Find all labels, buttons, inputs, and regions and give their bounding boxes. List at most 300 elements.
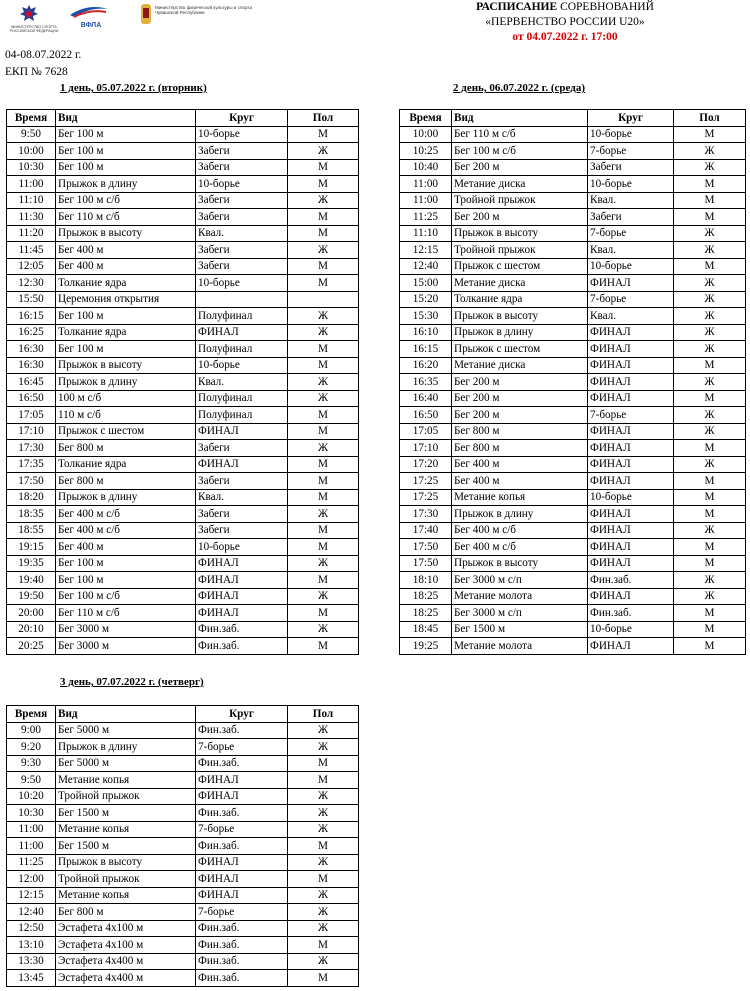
sex-cell: Ж (288, 722, 359, 739)
event-cell: Бег 800 м (452, 423, 588, 440)
table-row (7, 805, 359, 822)
round-cell: Фин.заб. (196, 838, 288, 855)
time-cell: 10:40 (400, 159, 452, 176)
table-row (400, 225, 746, 242)
table-header-row (400, 110, 746, 127)
round-cell: Квал. (196, 374, 288, 391)
round-cell: Фин.заб. (196, 920, 288, 937)
time-cell: 16:40 (400, 390, 452, 407)
time-cell: 16:35 (400, 374, 452, 391)
round-cell: Квал. (588, 242, 674, 259)
time-cell: 12:00 (7, 871, 56, 888)
event-cell: Метание диска (452, 176, 588, 193)
table-row (400, 143, 746, 160)
time-cell: 16:30 (7, 341, 56, 358)
time-cell: 11:00 (7, 176, 56, 193)
table-row (7, 126, 359, 143)
round-cell: Квал. (196, 489, 288, 506)
event-cell: Бег 100 м (56, 341, 196, 358)
event-cell: Бег 800 м (56, 440, 196, 457)
col-event-header: Вид (56, 706, 196, 723)
table-row (400, 539, 746, 556)
time-cell: 20:25 (7, 638, 56, 655)
table-row (7, 324, 359, 341)
sex-cell: М (674, 621, 746, 638)
time-cell: 16:15 (400, 341, 452, 358)
sex-cell: М (288, 159, 359, 176)
table-row (400, 242, 746, 259)
round-cell: ФИНАЛ (588, 423, 674, 440)
event-cell: Эстафета 4х100 м (56, 937, 196, 954)
time-cell: 9:50 (7, 126, 56, 143)
time-cell: 10:00 (400, 126, 452, 143)
round-cell: ФИНАЛ (196, 456, 288, 473)
event-cell: Бег 3000 м с/п (452, 605, 588, 622)
event-cell: Прыжок в длину (56, 739, 196, 756)
event-cell: Бег 200 м (452, 209, 588, 226)
sex-cell: Ж (288, 887, 359, 904)
event-cell: Бег 110 м с/б (56, 209, 196, 226)
event-cell: Бег 100 м с/б (56, 192, 196, 209)
time-cell: 18:55 (7, 522, 56, 539)
time-cell: 11:10 (7, 192, 56, 209)
sex-cell: Ж (288, 192, 359, 209)
round-cell: 7-борье (196, 821, 288, 838)
round-cell: Фин.заб. (588, 572, 674, 589)
col-round-header: Круг (196, 110, 288, 127)
day2-heading: 2 день, 06.07.2022 г. (среда) (453, 82, 585, 94)
table-row (7, 357, 359, 374)
table-row (7, 489, 359, 506)
sex-cell: М (288, 838, 359, 855)
table-row (400, 506, 746, 523)
time-cell: 11:00 (400, 192, 452, 209)
round-cell: 10-борье (588, 489, 674, 506)
event-cell: Бег 200 м (452, 390, 588, 407)
round-cell: ФИНАЛ (588, 324, 674, 341)
event-cell: Бег 200 м (452, 407, 588, 424)
event-cell: Метание молота (452, 638, 588, 655)
round-cell: 10-борье (588, 126, 674, 143)
sex-cell: Ж (288, 555, 359, 572)
sex-cell: М (674, 357, 746, 374)
event-cell: Метание копья (56, 887, 196, 904)
sex-cell: М (288, 871, 359, 888)
time-cell: 17:35 (7, 456, 56, 473)
table-row (400, 341, 746, 358)
sex-cell: М (288, 423, 359, 440)
time-cell: 19:15 (7, 539, 56, 556)
round-cell: Квал. (588, 308, 674, 325)
event-cell: Бег 100 м (56, 308, 196, 325)
sex-cell: М (288, 258, 359, 275)
round-cell: ФИНАЛ (196, 871, 288, 888)
col-round-header: Круг (196, 706, 288, 723)
table-row (7, 937, 359, 954)
sex-cell: М (674, 258, 746, 275)
event-cell: Бег 110 м с/б (56, 605, 196, 622)
sex-cell: М (288, 209, 359, 226)
sex-cell: М (288, 225, 359, 242)
event-cell: Прыжок в длину (452, 506, 588, 523)
time-cell: 12:40 (400, 258, 452, 275)
time-cell: 9:50 (7, 772, 56, 789)
event-cell: Прыжок в высоту (56, 225, 196, 242)
table-header-row (7, 706, 359, 723)
table-row (400, 291, 746, 308)
time-cell: 11:00 (400, 176, 452, 193)
table-row (400, 324, 746, 341)
sex-cell: Ж (674, 275, 746, 292)
table-row (400, 176, 746, 193)
competition-dates: 04-08.07.2022 г. (5, 49, 82, 61)
day3-schedule-table (6, 705, 359, 987)
time-cell: 19:40 (7, 572, 56, 589)
event-cell: Прыжок с шестом (452, 341, 588, 358)
table-row (400, 572, 746, 589)
time-cell: 18:10 (400, 572, 452, 589)
time-cell: 12:15 (400, 242, 452, 259)
event-cell: Толкание ядра (56, 275, 196, 292)
sex-cell: М (288, 755, 359, 772)
sex-cell: Ж (288, 506, 359, 523)
sex-cell: М (288, 970, 359, 987)
sex-cell: Ж (288, 904, 359, 921)
time-cell: 17:50 (7, 473, 56, 490)
sex-cell: Ж (674, 159, 746, 176)
event-cell: Бег 3000 м (56, 621, 196, 638)
time-cell: 11:25 (400, 209, 452, 226)
round-cell: Фин.заб. (196, 638, 288, 655)
table-row (400, 522, 746, 539)
time-cell: 16:50 (7, 390, 56, 407)
round-cell: Фин.заб. (196, 970, 288, 987)
round-cell: 10-борье (588, 258, 674, 275)
round-cell: ФИНАЛ (588, 374, 674, 391)
event-cell: Бег 1500 м (56, 838, 196, 855)
table-row (400, 621, 746, 638)
round-cell: ФИНАЛ (196, 588, 288, 605)
time-cell: 9:00 (7, 722, 56, 739)
table-row (7, 739, 359, 756)
table-row (400, 588, 746, 605)
time-cell: 15:30 (400, 308, 452, 325)
table-row (7, 275, 359, 292)
sex-cell: М (674, 539, 746, 556)
time-cell: 9:30 (7, 755, 56, 772)
round-cell: 7-борье (196, 904, 288, 921)
col-sex-header: Пол (288, 706, 359, 723)
round-cell: 10-борье (196, 126, 288, 143)
table-row (400, 638, 746, 655)
event-cell: Прыжок в высоту (56, 854, 196, 871)
sex-cell: Ж (288, 143, 359, 160)
event-cell: Бег 100 м (56, 159, 196, 176)
round-cell: Забеги (196, 473, 288, 490)
table-row (7, 423, 359, 440)
round-cell: Забеги (196, 242, 288, 259)
round-cell: ФИНАЛ (196, 887, 288, 904)
sex-cell: Ж (674, 522, 746, 539)
time-cell: 16:20 (400, 357, 452, 374)
table-row (7, 821, 359, 838)
table-row (7, 258, 359, 275)
sex-cell: Ж (674, 588, 746, 605)
event-cell: Прыжок с шестом (452, 258, 588, 275)
table-row (7, 722, 359, 739)
logos: МИНИСТЕРСТВО СПОРТА РОССИЙСКОЙ ФЕДЕРАЦИИ ВФЛА Министерство физической культуры и спорта Чувашской Республики (6, 3, 306, 39)
table-row (7, 374, 359, 391)
table-row (400, 407, 746, 424)
table-row (400, 390, 746, 407)
time-cell: 10:20 (7, 788, 56, 805)
sex-cell: Ж (288, 440, 359, 457)
sex-cell: М (674, 176, 746, 193)
table-row (7, 522, 359, 539)
time-cell: 11:00 (7, 838, 56, 855)
event-cell: Толкание ядра (452, 291, 588, 308)
table-row (400, 126, 746, 143)
time-cell: 11:00 (7, 821, 56, 838)
round-cell: Полуфинал (196, 308, 288, 325)
sex-cell: Ж (288, 821, 359, 838)
round-cell: ФИНАЛ (588, 555, 674, 572)
time-cell: 15:00 (400, 275, 452, 292)
round-cell: 10-борье (196, 539, 288, 556)
time-cell: 18:25 (400, 605, 452, 622)
sex-cell: М (674, 506, 746, 523)
round-cell: ФИНАЛ (588, 440, 674, 457)
round-cell: 10-борье (588, 621, 674, 638)
event-cell: Метание молота (452, 588, 588, 605)
sex-cell: Ж (288, 920, 359, 937)
time-cell: 17:20 (400, 456, 452, 473)
time-cell: 18:45 (400, 621, 452, 638)
table-row (7, 225, 359, 242)
sex-cell: Ж (288, 805, 359, 822)
table-row (7, 953, 359, 970)
col-time-header: Время (7, 706, 56, 723)
sex-cell: Ж (288, 324, 359, 341)
event-cell: Прыжок в длину (56, 176, 196, 193)
time-cell: 18:35 (7, 506, 56, 523)
day2-schedule-table (399, 109, 746, 655)
round-cell: 7-борье (196, 739, 288, 756)
table-row (7, 772, 359, 789)
time-cell: 17:05 (400, 423, 452, 440)
sex-cell: Ж (288, 242, 359, 259)
time-cell: 9:20 (7, 739, 56, 756)
chuvash-emblem-icon (140, 3, 152, 25)
event-cell: Тройной прыжок (56, 788, 196, 805)
table-row (7, 638, 359, 655)
event-cell: Метание диска (452, 357, 588, 374)
time-cell: 18:25 (400, 588, 452, 605)
time-cell: 11:10 (400, 225, 452, 242)
table-row (7, 506, 359, 523)
table-row (7, 572, 359, 589)
table-row (7, 788, 359, 805)
sex-cell: Ж (674, 143, 746, 160)
event-cell: Тройной прыжок (452, 242, 588, 259)
round-cell: ФИНАЛ (588, 456, 674, 473)
round-cell: Фин.заб. (196, 755, 288, 772)
round-cell: Полуфинал (196, 407, 288, 424)
event-cell: Бег 1500 м (56, 805, 196, 822)
event-cell: Метание копья (56, 821, 196, 838)
event-cell: Церемония открытия (56, 291, 196, 308)
event-cell: Прыжок с шестом (56, 423, 196, 440)
table-row (7, 871, 359, 888)
sex-cell: М (288, 357, 359, 374)
sex-cell: М (288, 275, 359, 292)
table-row (400, 308, 746, 325)
sex-cell: Ж (674, 456, 746, 473)
time-cell: 12:40 (7, 904, 56, 921)
round-cell: Забеги (196, 440, 288, 457)
as-of-date: от 04.07.2022 г. 17:00 (512, 31, 618, 43)
sex-cell: М (288, 605, 359, 622)
round-cell: ФИНАЛ (196, 854, 288, 871)
round-cell: ФИНАЛ (588, 638, 674, 655)
round-cell: Полуфинал (196, 341, 288, 358)
sex-cell: Ж (288, 390, 359, 407)
table-row (400, 374, 746, 391)
event-cell: Бег 200 м (452, 374, 588, 391)
event-cell: Прыжок в высоту (452, 225, 588, 242)
round-cell: Полуфинал (196, 390, 288, 407)
time-cell: 19:50 (7, 588, 56, 605)
sex-cell: Ж (674, 572, 746, 589)
time-cell: 10:25 (400, 143, 452, 160)
round-cell: ФИНАЛ (588, 390, 674, 407)
table-row (7, 970, 359, 987)
round-cell: Забеги (196, 209, 288, 226)
event-cell: Бег 3000 м с/п (452, 572, 588, 589)
round-cell: 10-борье (588, 176, 674, 193)
event-cell: 110 м с/б (56, 407, 196, 424)
sex-cell: М (674, 390, 746, 407)
table-row (400, 423, 746, 440)
sex-cell: Ж (288, 588, 359, 605)
time-cell: 10:30 (7, 159, 56, 176)
table-row (400, 258, 746, 275)
time-cell: 11:25 (7, 854, 56, 871)
table-row (7, 588, 359, 605)
time-cell: 17:30 (7, 440, 56, 457)
event-cell: Прыжок в длину (452, 324, 588, 341)
vfla-logo: ВФЛА (68, 3, 114, 29)
round-cell: 7-борье (588, 291, 674, 308)
time-cell: 13:30 (7, 953, 56, 970)
table-row (7, 143, 359, 160)
time-cell: 19:35 (7, 555, 56, 572)
table-row (400, 192, 746, 209)
time-cell: 19:25 (400, 638, 452, 655)
time-cell: 17:30 (400, 506, 452, 523)
table-row (7, 308, 359, 325)
table-row (400, 489, 746, 506)
sex-cell: М (674, 473, 746, 490)
event-cell: Бег 400 м с/б (56, 506, 196, 523)
round-cell: 10-борье (196, 357, 288, 374)
event-cell: Бег 400 м (56, 258, 196, 275)
sex-cell: Ж (674, 291, 746, 308)
event-name: «ПЕРВЕНСТВО РОССИИ U20» (485, 16, 645, 28)
round-cell: Забеги (196, 522, 288, 539)
sex-cell: Ж (674, 308, 746, 325)
event-cell: Тройной прыжок (452, 192, 588, 209)
sex-cell: Ж (674, 407, 746, 424)
col-event-header: Вид (56, 110, 196, 127)
table-row (400, 440, 746, 457)
sex-cell: Ж (674, 374, 746, 391)
round-cell: 7-борье (588, 225, 674, 242)
round-cell: Забеги (588, 209, 674, 226)
sex-cell: Ж (288, 739, 359, 756)
round-cell: ФИНАЛ (588, 506, 674, 523)
col-event-header: Вид (452, 110, 588, 127)
time-cell: 11:45 (7, 242, 56, 259)
event-cell: Метание копья (56, 772, 196, 789)
table-row (7, 176, 359, 193)
time-cell: 17:50 (400, 539, 452, 556)
vfla-swoosh-icon (68, 3, 110, 19)
event-cell: Толкание ядра (56, 456, 196, 473)
sex-cell: Ж (288, 788, 359, 805)
event-cell: Бег 800 м (56, 473, 196, 490)
table-row (400, 275, 746, 292)
event-cell: Бег 100 м (56, 143, 196, 160)
table-row (7, 242, 359, 259)
round-cell (196, 291, 288, 308)
round-cell: ФИНАЛ (588, 522, 674, 539)
time-cell: 10:00 (7, 143, 56, 160)
table-row (400, 456, 746, 473)
sex-cell: М (288, 473, 359, 490)
time-cell: 17:25 (400, 489, 452, 506)
sex-cell: Ж (288, 374, 359, 391)
sex-cell: М (288, 489, 359, 506)
event-cell: Прыжок в высоту (452, 555, 588, 572)
time-cell: 11:20 (7, 225, 56, 242)
round-cell: Фин.заб. (196, 621, 288, 638)
time-cell: 16:15 (7, 308, 56, 325)
time-cell: 16:50 (400, 407, 452, 424)
time-cell: 12:15 (7, 887, 56, 904)
round-cell: Забеги (196, 159, 288, 176)
event-cell: Бег 3000 м (56, 638, 196, 655)
event-cell: Тройной прыжок (56, 871, 196, 888)
time-cell: 17:40 (400, 522, 452, 539)
event-cell: Прыжок в высоту (452, 308, 588, 325)
round-cell: Забеги (196, 258, 288, 275)
table-row (7, 192, 359, 209)
round-cell: ФИНАЛ (588, 473, 674, 490)
time-cell: 10:30 (7, 805, 56, 822)
round-cell: ФИНАЛ (588, 341, 674, 358)
round-cell: ФИНАЛ (588, 357, 674, 374)
sex-cell: Ж (674, 225, 746, 242)
col-sex-header: Пол (288, 110, 359, 127)
round-cell: Забеги (588, 159, 674, 176)
round-cell: ФИНАЛ (196, 772, 288, 789)
sex-cell: М (288, 638, 359, 655)
table-row (7, 854, 359, 871)
round-cell: Фин.заб. (196, 722, 288, 739)
sex-cell: М (674, 440, 746, 457)
round-cell: Забеги (196, 506, 288, 523)
